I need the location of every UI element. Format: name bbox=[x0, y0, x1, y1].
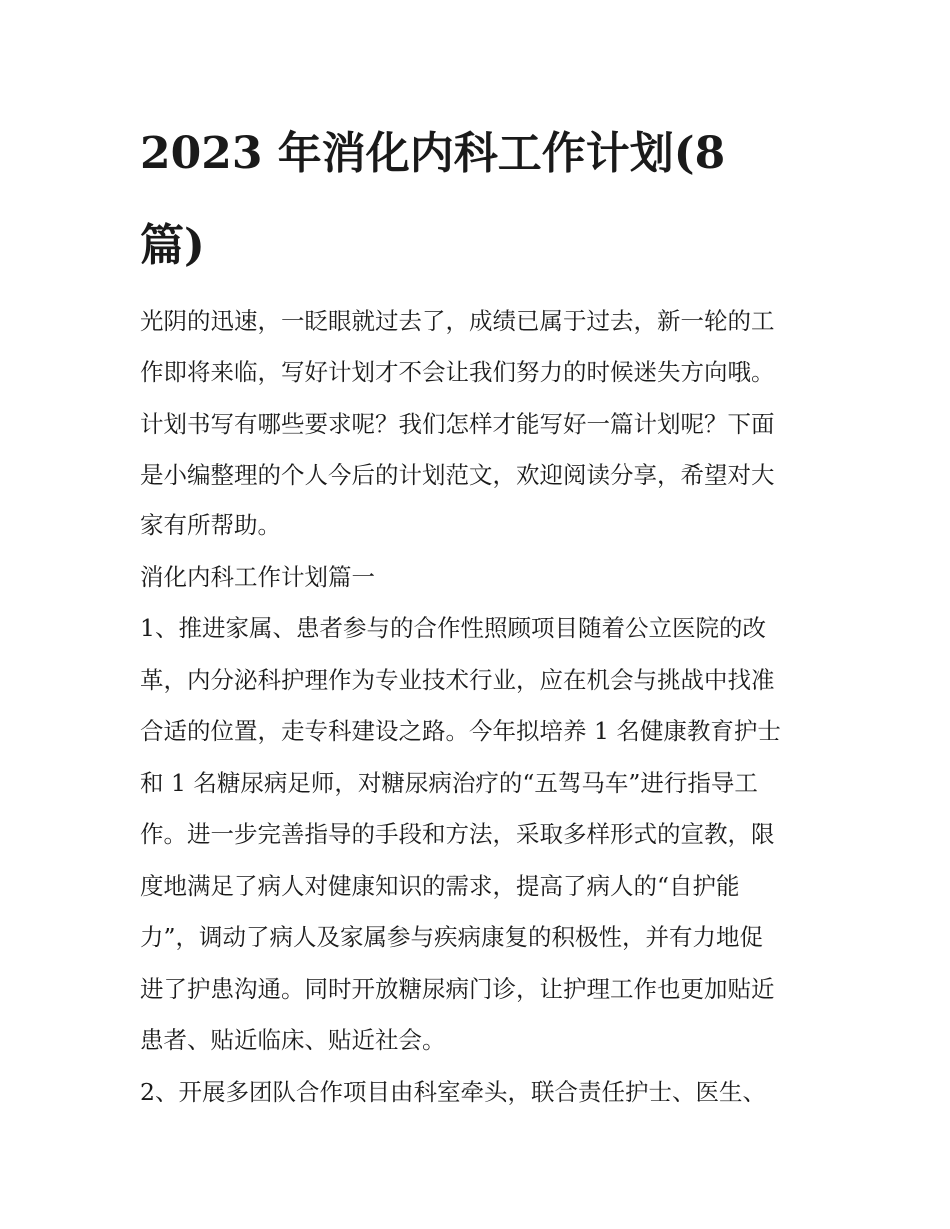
document-title-line-1: 2023 年消化内科工作计划(8 bbox=[140, 128, 726, 179]
paragraph-line: 家有所帮助。 bbox=[140, 511, 281, 539]
paragraph-line: 计划书写有哪些要求呢？我们怎样才能写好一篇计划呢？下面 bbox=[140, 410, 775, 438]
paragraph-line: 1、推进家属、患者参与的合作性照顾项目随着公立医院的改 bbox=[140, 614, 766, 642]
paragraph-line: 是小编整理的个人今后的计划范文，欢迎阅读分享，希望对大 bbox=[140, 461, 775, 489]
paragraph-line: 合适的位置，走专科建设之路。今年拟培养 1 名健康教育护士 bbox=[140, 717, 781, 745]
paragraph-line: 进了护患沟通。同时开放糖尿病门诊，让护理工作也更加贴近 bbox=[140, 975, 775, 1003]
paragraph-line: 度地满足了病人对健康知识的需求，提高了病人的“自护能 bbox=[140, 872, 740, 900]
paragraph-line: 作即将来临，写好计划才不会让我们努力的时候迷失方向哦。 bbox=[140, 358, 775, 386]
document-page bbox=[140, 116, 812, 1106]
document-title-line-2: 篇) bbox=[140, 220, 205, 271]
paragraph-line: 2、开展多团队合作项目由科室牵头，联合责任护士、医生、 bbox=[140, 1078, 766, 1106]
paragraph-line: 力”，调动了病人及家属参与疾病康复的积极性，并有力地促 bbox=[140, 923, 764, 951]
paragraph-line: 作。进一步完善指导的手段和方法，采取多样形式的宣教，限 bbox=[140, 820, 775, 848]
document-body bbox=[140, 308, 812, 1106]
paragraph-line: 光阴的迅速，一眨眼就过去了，成绩已属于过去，新一轮的工 bbox=[140, 307, 775, 335]
paragraph-line: 和 1 名糖尿病足师，对糖尿病治疗的“五驾马车”进行指导工 bbox=[140, 769, 758, 797]
paragraph-line: 革，内分泌科护理作为专业技术行业，应在机会与挑战中找准 bbox=[140, 666, 775, 694]
section-heading: 消化内科工作计划篇一 bbox=[140, 563, 375, 591]
paragraph-line: 患者、贴近临床、贴近社会。 bbox=[140, 1026, 446, 1054]
